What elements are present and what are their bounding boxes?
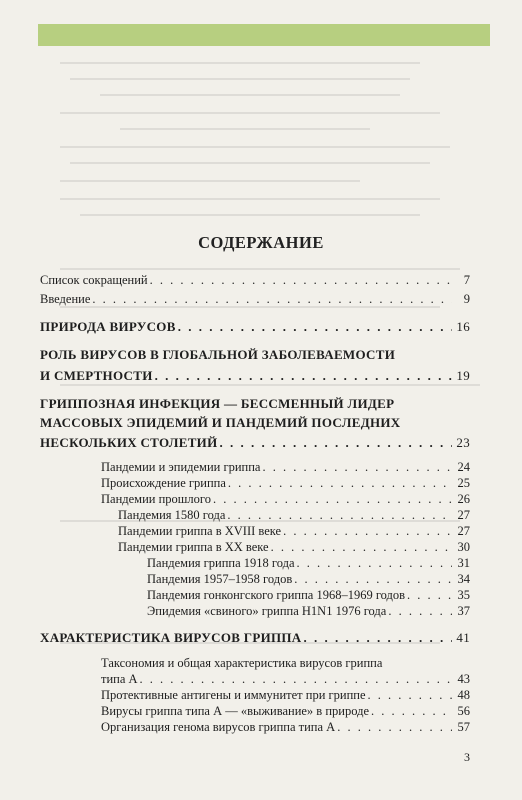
toc-entry-abbreviations[interactable] <box>40 273 470 288</box>
toc-entry-introduction[interactable] <box>40 292 470 307</box>
toc-entry-page: 19 <box>456 368 470 383</box>
toc-entry-page: 43 <box>457 672 470 686</box>
toc-entry-label: И СМЕРТНОСТИ <box>40 368 153 383</box>
toc-section-line: ГРИППОЗНАЯ ИНФЕКЦИЯ — БЕССМЕННЫЙ ЛИДЕР <box>40 396 395 411</box>
leader-dots <box>150 273 452 288</box>
toc-entry-genome-organization[interactable] <box>101 720 470 735</box>
leader-dots <box>271 540 452 555</box>
toc-entry-past-pandemics[interactable] <box>101 492 470 507</box>
leader-dots <box>371 704 452 719</box>
toc-entry-label: Пандемия 1957–1958 годов <box>147 572 293 586</box>
toc-entry-page: 30 <box>457 540 470 554</box>
leader-dots <box>283 524 452 539</box>
toc-entry-pandemic-1918[interactable] <box>147 556 470 571</box>
toc-entry-label: Пандемии гриппа в XVIII веке <box>118 524 282 538</box>
toc-entry-page: 37 <box>457 604 470 618</box>
toc-entry-page: 7 <box>463 273 470 287</box>
toc-entry-label: ПРИРОДА ВИРУСОВ <box>40 319 176 334</box>
page-number: 3 <box>464 750 470 764</box>
leader-dots <box>92 292 452 307</box>
leader-dots <box>337 720 452 735</box>
toc-entry-label: Организация генома вирусов гриппа типа А <box>101 720 336 734</box>
toc-entry-page: 35 <box>457 588 470 602</box>
leader-dots <box>155 368 452 383</box>
toc-entry-protective-antigens[interactable] <box>101 688 470 703</box>
leader-dots <box>178 319 452 334</box>
leader-dots <box>213 492 452 507</box>
toc-entry-label: Происхождение гриппа <box>101 476 226 490</box>
toc-entry-label: НЕСКОЛЬКИХ СТОЛЕТИЙ <box>40 435 218 450</box>
toc-section-line: РОЛЬ ВИРУСОВ В ГЛОБАЛЬНОЙ ЗАБОЛЕВАЕМОСТИ <box>40 347 396 362</box>
toc-entry-label: Пандемии гриппа в XX веке <box>118 540 269 554</box>
toc-entry-label: Список сокращений <box>40 273 148 287</box>
toc-entry-label: Пандемия 1580 года <box>118 508 226 522</box>
toc-entry-page: 24 <box>457 460 470 474</box>
toc-entry-page: 26 <box>457 492 470 506</box>
leader-dots <box>304 630 453 645</box>
toc-entry-epidemic-1976[interactable] <box>147 604 470 619</box>
toc-entry-page: 27 <box>457 508 470 522</box>
toc-entry-label: типа А <box>101 672 138 686</box>
toc-entry-pandemic-1580[interactable] <box>118 508 470 523</box>
leader-dots <box>140 672 452 687</box>
toc-entry-page: 56 <box>457 704 470 718</box>
toc-entry-page: 27 <box>457 524 470 538</box>
toc-entry-page: 25 <box>457 476 470 490</box>
toc-entry-page: 31 <box>457 556 470 570</box>
toc-entry-label: ХАРАКТЕРИСТИКА ВИРУСОВ ГРИППА <box>40 630 302 645</box>
toc-entry-pandemics-and-epidemics[interactable] <box>101 460 470 475</box>
leader-dots <box>407 588 452 603</box>
toc-entry-label: Эпидемия «свиного» гриппа H1N1 1976 года <box>147 604 387 618</box>
toc-entry-label: Пандемии и эпидемии гриппа <box>101 460 261 474</box>
toc-title: СОДЕРЖАНИЕ <box>198 233 324 252</box>
header-color-band <box>38 24 490 46</box>
toc-entry-page: 41 <box>456 630 470 645</box>
leader-dots <box>220 435 453 450</box>
toc-entry-page: 9 <box>463 292 470 306</box>
toc-entry-label: Пандемия гриппа 1918 года <box>147 556 295 570</box>
toc-section-nature-of-viruses[interactable] <box>40 319 470 334</box>
toc-entry-taxonomy[interactable] <box>101 672 470 687</box>
toc-entry-label: Пандемия гонконгского гриппа 1968–1969 годов <box>147 588 406 602</box>
toc-section-influenza-characteristics[interactable] <box>40 630 470 645</box>
leader-dots <box>388 604 452 619</box>
toc-section-influenza-infection[interactable] <box>40 435 470 450</box>
toc-entry-label: Пандемии прошлого <box>101 492 211 506</box>
toc-entry-survival-in-nature[interactable] <box>101 704 470 719</box>
leader-dots <box>368 688 452 703</box>
leader-dots <box>262 460 452 475</box>
toc-entry-origin[interactable] <box>101 476 470 491</box>
leader-dots <box>294 572 452 587</box>
toc-entry-pandemics-18th-century[interactable] <box>118 524 470 539</box>
toc-section-role-of-viruses[interactable] <box>40 368 470 383</box>
toc-entry-page: 16 <box>456 319 470 334</box>
toc-entry-line: Таксономия и общая характеристика вирусов гриппа <box>101 656 383 670</box>
leader-dots <box>228 476 452 491</box>
toc-entry-pandemic-1957[interactable] <box>147 572 470 587</box>
toc-entry-page: 23 <box>456 435 470 450</box>
toc-entry-label: Вирусы гриппа типа А — «выживание» в природе <box>101 704 370 718</box>
toc-entry-page: 34 <box>457 572 470 586</box>
toc-entry-page: 57 <box>457 720 470 734</box>
leader-dots <box>297 556 452 571</box>
toc-entry-label: Протективные антигены и иммунитет при гриппе <box>101 688 366 702</box>
toc-section-line: МАССОВЫХ ЭПИДЕМИЙ И ПАНДЕМИЙ ПОСЛЕДНИХ <box>40 415 401 430</box>
toc-entry-page: 48 <box>457 688 470 702</box>
leader-dots <box>227 508 452 523</box>
toc-entry-pandemic-1968[interactable] <box>147 588 470 603</box>
toc-entry-label: Введение <box>40 292 91 306</box>
toc-entry-pandemics-20th-century[interactable] <box>118 540 470 555</box>
